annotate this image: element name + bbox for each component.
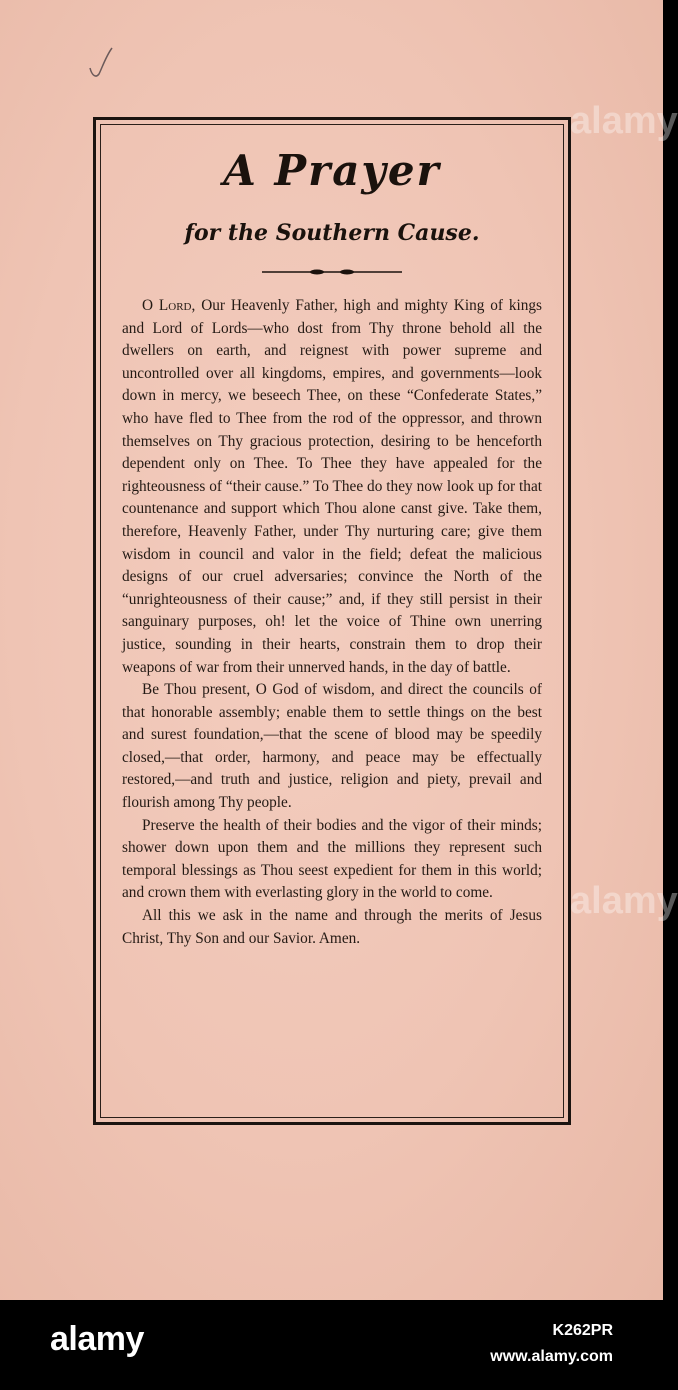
document-subtitle: for the Southern Cause. [184,220,480,246]
alamy-logo: alamy [50,1320,144,1358]
document-title: A Prayer [223,146,441,195]
image-id: K262PR [552,1322,613,1339]
footer-bar [0,1300,663,1390]
paragraph [122,295,542,679]
site-url: www.alamy.com [490,1348,613,1365]
paragraph [122,679,542,815]
paragraph [122,815,542,905]
paragraph-text: All this we ask in the name and through the merits of Jesus Christ, Thy Son and our Savior. Amen. [122,907,542,947]
paragraph [122,905,542,950]
watermark: alamy [570,100,678,142]
paragraph-lead: O Lord, [142,297,196,314]
paragraph-text: Our Heavenly Father, high and mighty King of kings and Lord of Lords—who dost from Thy throne behold all the dwellers on earth, and reignest with power supreme and uncontrolled over all kingdoms, empires, and governments—look down in mercy, we beseech Thee, on these “Confederate States,” who have fled to Thee from the rod of the oppressor, and thrown themselves on Thy gracious protection, desiring to be henceforth dependent only on Thee. To Thee they have appealed for the righteousness of “their cause.” To Thee do they now look up for that countenance and support which Thou alone canst give. Take them, therefore, Heavenly Father, under Thy nurturing care; give them wisdom in council and valor in the field; defeat the malicious designs of our cruel adversaries; convince the North of the “unrighteousness of their cause;” and, if they still persist in their sanguinary purposes, oh! let the voice of Thine own unerring justice, sounding in their hearts, constrain them to drop their weapons of war from their unnerved hands, in the day of battle. [122,297,543,676]
paragraph-text: Be Thou present, O God of wisdom, and direct the councils of that honorable assembly; enable them to settle things on the best and surest foundation,—that the scene of blood may be speedily closed,—that order, harmony, and peace may be effectually restored,—and truth and justice, religion and piety, prevail and flourish among Thy people. [122,681,542,812]
prayer-body [122,295,542,950]
ornamental-divider [262,266,402,278]
pencil-check-mark [86,44,116,84]
paragraph-text: Preserve the health of their bodies and the vigor of their minds; shower down upon them and the millions they represent such temporal blessings as Thou seest expedient for them in this world; and crown them with everlasting glory in the world to come. [122,816,542,902]
watermark: alamy [570,880,678,922]
